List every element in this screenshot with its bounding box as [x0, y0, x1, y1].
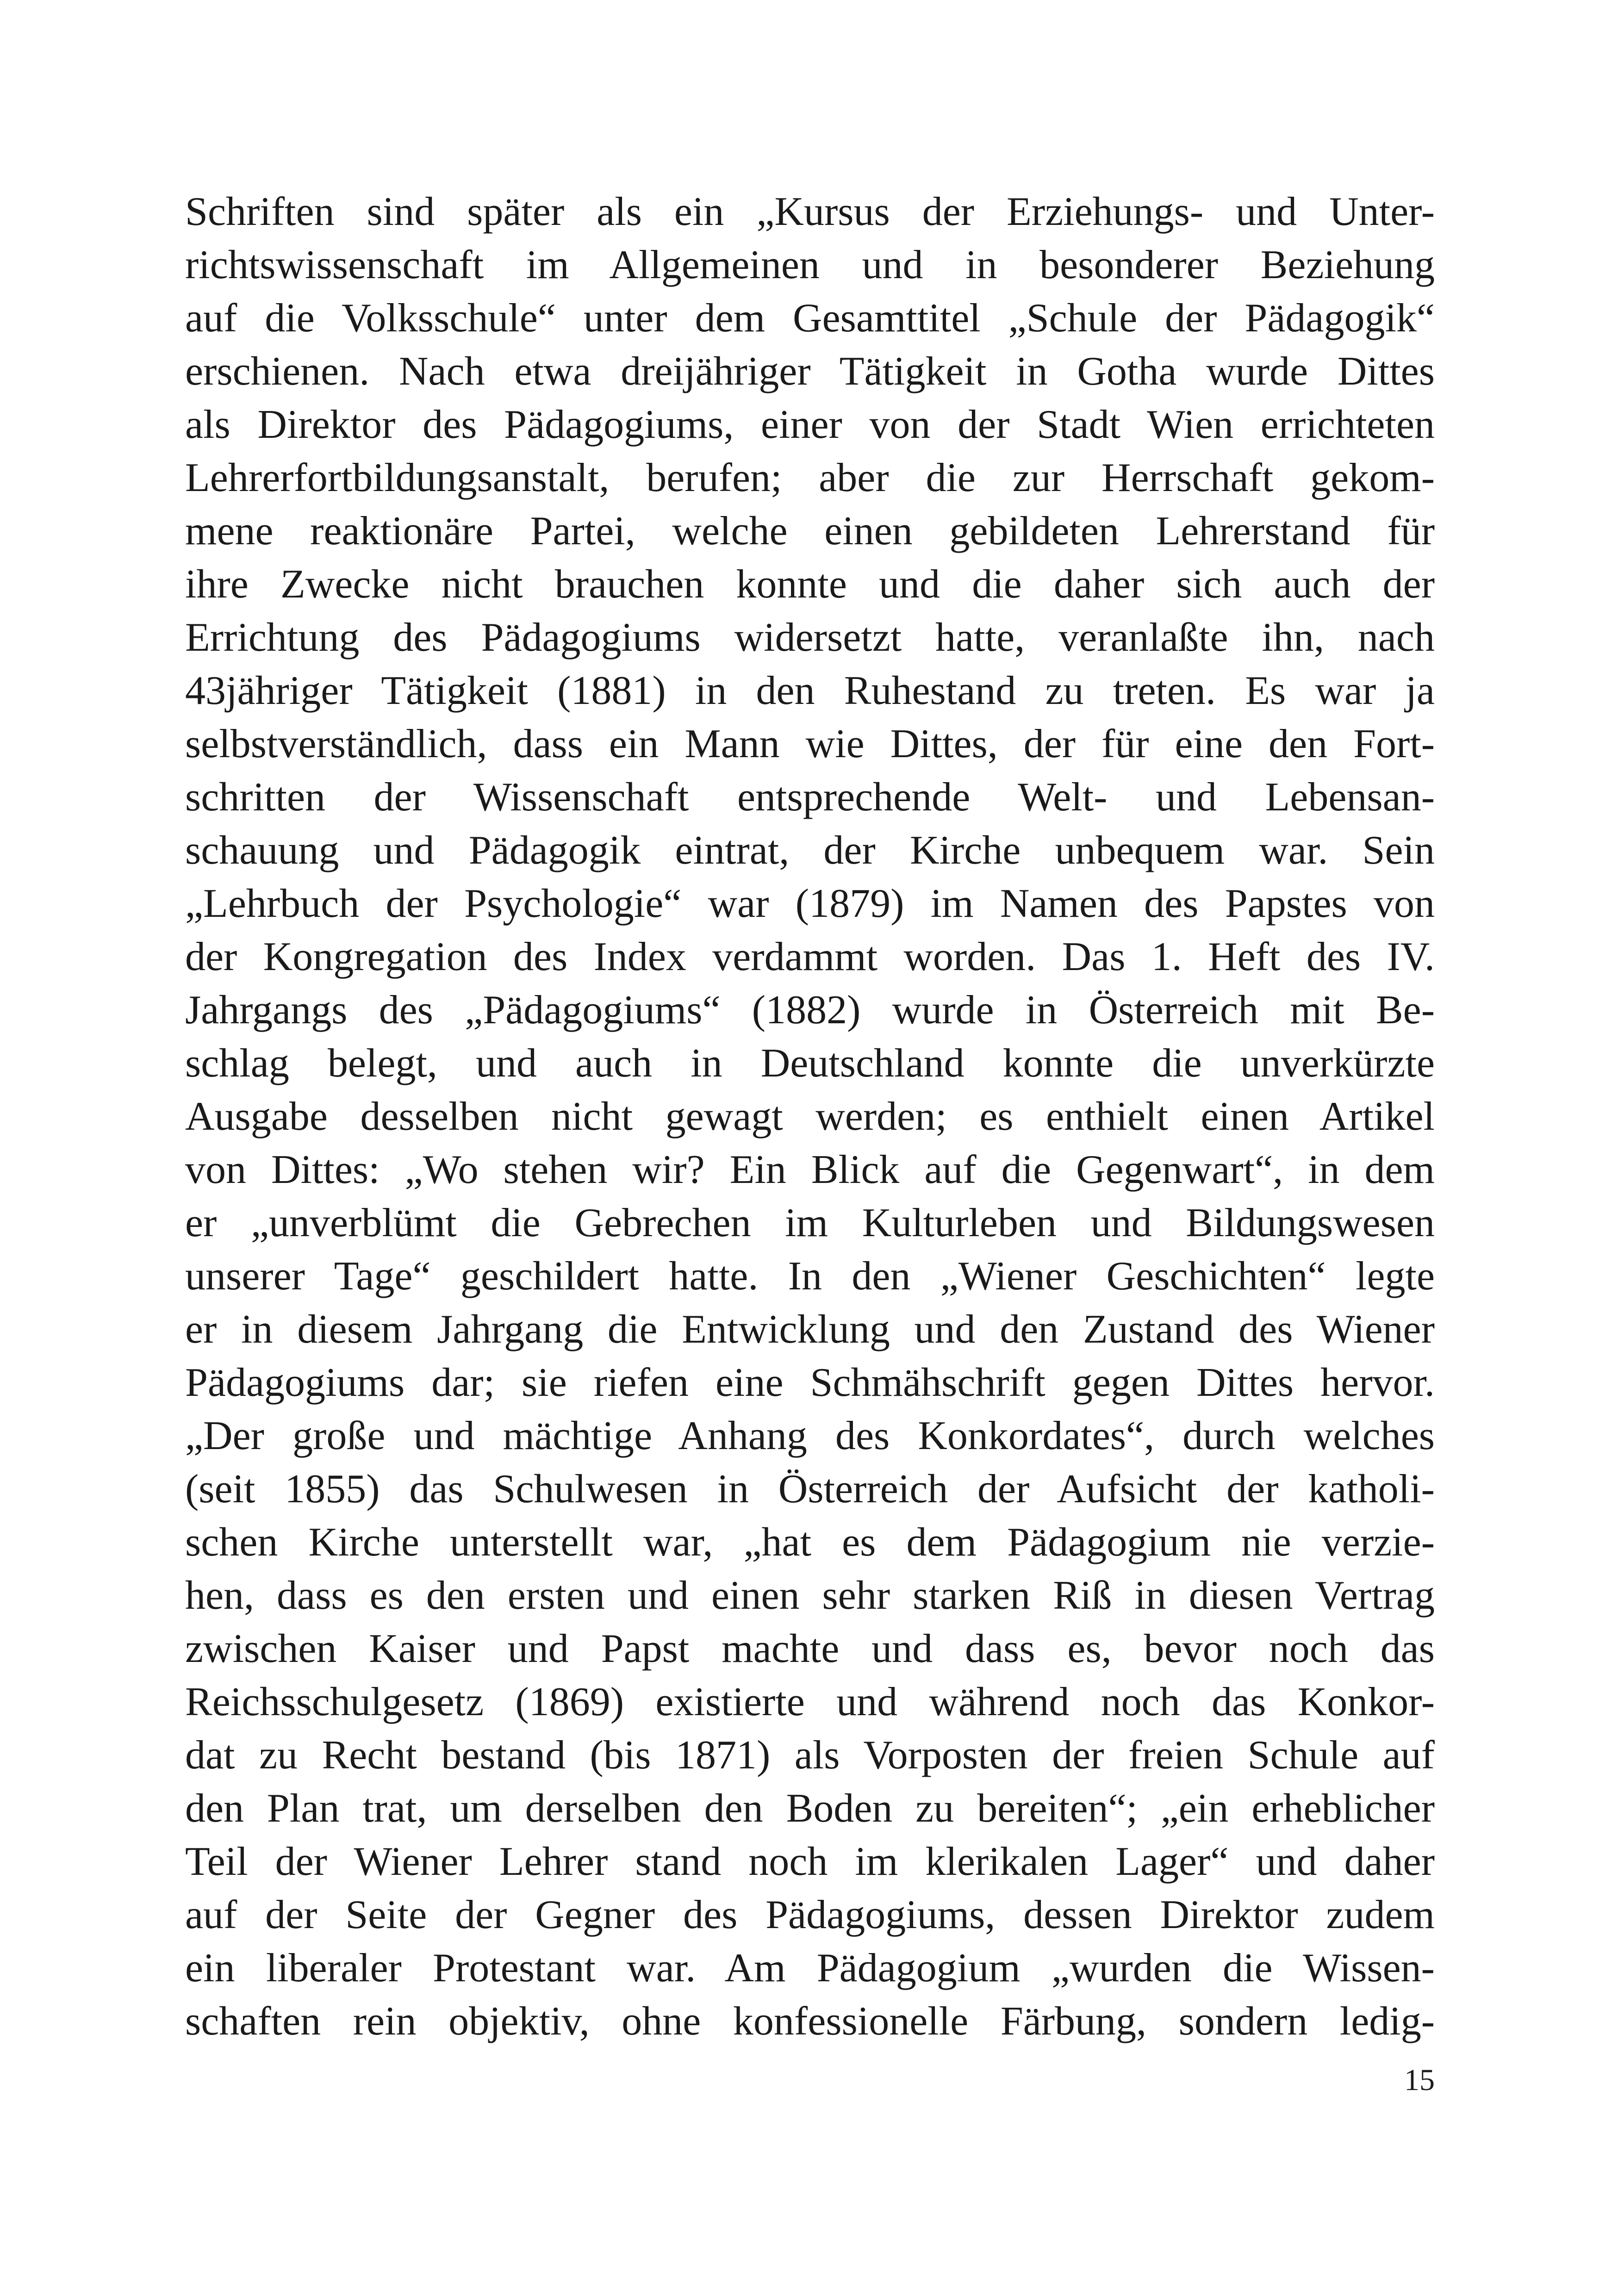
- text-line: erschienen. Nach etwa dreijähriger Tätigkeit in Gotha wurde Dittes: [185, 349, 1435, 394]
- text-line: schauung und Pädagogik eintrat, der Kirche unbequem war. Sein: [185, 828, 1435, 873]
- text-line: „Der große und mächtige Anhang des Konkordates“, durch welches: [185, 1413, 1435, 1458]
- text-line: als Direktor des Pädagogiums, einer von der Stadt Wien errichteten: [185, 402, 1435, 447]
- text-line: unserer Tage“ geschildert hatte. In den „Wiener Geschichten“ legte: [185, 1254, 1435, 1299]
- text-line: schlag belegt, und auch in Deutschland konnte die unverkürzte: [185, 1041, 1435, 1086]
- text-line: Teil der Wiener Lehrer stand noch im klerikalen Lager“ und daher: [185, 1839, 1435, 1884]
- text-line: Lehrerfortbildungsanstalt, berufen; aber die zur Herrschaft gekom-: [185, 455, 1435, 500]
- text-line: selbstverständlich, dass ein Mann wie Dittes, der für eine den Fort-: [185, 722, 1435, 766]
- text-line: „Lehrbuch der Psychologie“ war (1879) im Namen des Papstes von: [185, 881, 1435, 926]
- text-line: Ausgabe desselben nicht gewagt werden; es enthielt einen Artikel: [185, 1094, 1435, 1139]
- text-line: auf die Volksschule“ unter dem Gesamttitel „Schule der Pädagogik“: [185, 296, 1435, 341]
- text-line: (seit 1855) das Schulwesen in Österreich der Aufsicht der katholi-: [185, 1467, 1435, 1512]
- text-line: Pädagogiums dar; sie riefen eine Schmähschrift gegen Dittes hervor.: [185, 1360, 1435, 1405]
- text-line: mene reaktionäre Partei, welche einen gebildeten Lehrerstand für: [185, 509, 1435, 554]
- text-line: den Plan trat, um derselben den Boden zu bereiten“; „ein erheblicher: [185, 1786, 1435, 1831]
- text-line: Errichtung des Pädagogiums widersetzt hatte, veranlaßte ihn, nach: [185, 615, 1435, 660]
- text-line: der Kongregation des Index verdammt worden. Das 1. Heft des IV.: [185, 934, 1435, 979]
- text-line: ihre Zwecke nicht brauchen konnte und die daher sich auch der: [185, 562, 1435, 607]
- text-line: schritten der Wissenschaft entsprechende Welt- und Lebensan-: [185, 775, 1435, 820]
- text-line: er in diesem Jahrgang die Entwicklung und den Zustand des Wiener: [185, 1307, 1435, 1352]
- text-line: er „unverblümt die Gebrechen im Kulturleben und Bildungswesen: [185, 1201, 1435, 1245]
- text-line: 43jähriger Tätigkeit (1881) in den Ruhestand zu treten. Es war ja: [185, 668, 1435, 713]
- text-line: schen Kirche unterstellt war, „hat es dem Pädagogium nie verzie-: [185, 1520, 1435, 1565]
- text-line: hen, dass es den ersten und einen sehr starken Riß in diesen Vertrag: [185, 1573, 1435, 1618]
- text-line: von Dittes: „Wo stehen wir? Ein Blick auf die Gegenwart“, in dem: [185, 1147, 1435, 1192]
- text-line: zwischen Kaiser und Papst machte und dass es, bevor noch das: [185, 1626, 1435, 1671]
- text-line: Schriften sind später als ein „Kursus der Erziehungs- und Unter-: [185, 189, 1435, 234]
- text-line: schaften rein objektiv, ohne konfessionelle Färbung, sondern ledig-: [185, 1999, 1435, 2044]
- text-line: auf der Seite der Gegner des Pädagogiums, dessen Direktor zudem: [185, 1892, 1435, 1937]
- page-number: 15: [1404, 2063, 1435, 2097]
- text-line: Reichsschulgesetz (1869) existierte und während noch das Konkor-: [185, 1680, 1435, 1724]
- text-line: dat zu Recht bestand (bis 1871) als Vorposten der freien Schule auf: [185, 1733, 1435, 1778]
- text-line: ein liberaler Protestant war. Am Pädagogium „wurden die Wissen-: [185, 1946, 1435, 1991]
- text-line: Jahrgangs des „Pädagogiums“ (1882) wurde in Österreich mit Be-: [185, 988, 1435, 1033]
- text-line: richtswissenschaft im Allgemeinen und in besonderer Beziehung: [185, 243, 1435, 287]
- body-text: [185, 185, 1435, 2048]
